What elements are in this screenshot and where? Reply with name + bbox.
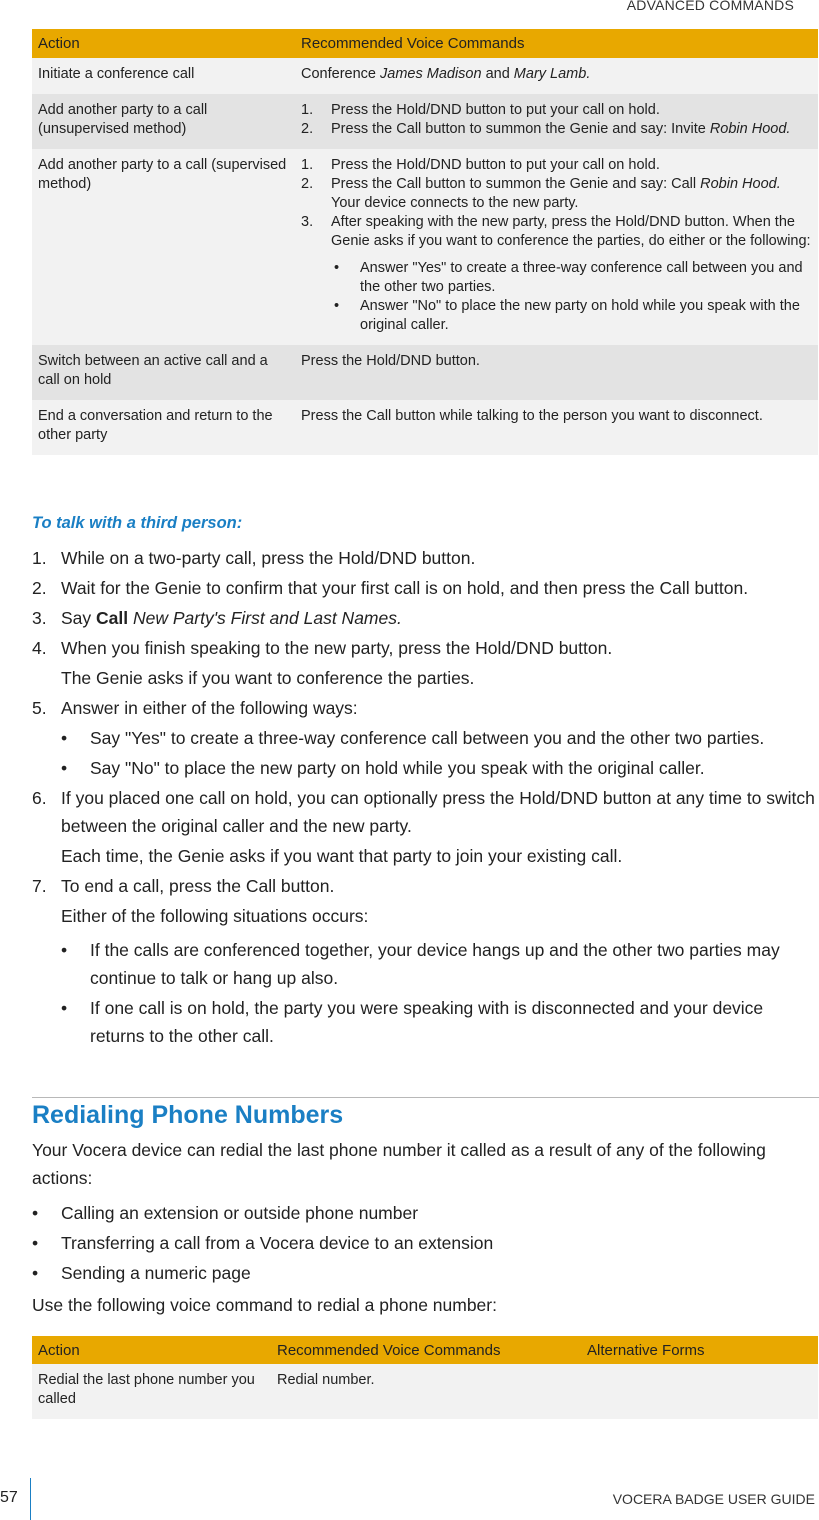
list-item: 3. After speaking with the new party, press the Hold/DND button. When the Genie asks if you want to conference the parties, do either or the following: (301, 214, 811, 249)
command-cell: Press the Call button while talking to the person you want to disconnect. (301, 408, 763, 424)
list-item: • Answer "No" to place the new party on hold while you speak with the original caller. (301, 297, 812, 335)
table-row (32, 58, 818, 94)
step-5: 5. Answer in either of the following ways: (32, 698, 358, 718)
instruction-text: Use the following voice command to redial a phone number: (32, 1295, 497, 1315)
section-divider (32, 1097, 819, 1098)
table-header-row (32, 29, 818, 58)
command-cell: Press the Hold/DND button. (301, 353, 480, 369)
column-header: Alternative Forms (581, 1336, 818, 1364)
step-7: 7. To end a call, press the Call button. (32, 876, 335, 896)
footer-title: VOCERA BADGE USER GUIDE (612, 1491, 815, 1507)
table-row (32, 345, 818, 400)
column-header: Action (32, 29, 295, 58)
page-number: 57 (0, 1489, 18, 1506)
step-2: 2. Wait for the Genie to confirm that your first call is on hold, and then press the Call button. (32, 578, 749, 598)
voice-commands-table (32, 29, 818, 455)
list-item: 2. Press the Call button to summon the Genie and say: Call Robin Hood. Your device connects to the new party. (301, 176, 781, 211)
command-cell (295, 94, 818, 149)
list-item: • Answer "Yes" to create a three-way conference call between you and the other two parties. (301, 259, 812, 297)
command-cell (295, 149, 818, 345)
column-header: Recommended Voice Commands (295, 29, 818, 58)
step-3: 3. Say Call New Party's First and Last Names. (32, 608, 402, 628)
step-1: 1. While on a two-party call, press the Hold/DND button. (32, 548, 476, 568)
step-6: 6. If you placed one call on hold, you can optionally press the Hold/DND button at any time to switch between the original caller and the new party. (32, 788, 815, 836)
list-item: • Say "Yes" to create a three-way conference call between you and the other two parties. (32, 724, 818, 752)
command-cell: Conference James Madison and Mary Lamb. (301, 66, 591, 82)
redial-commands-table (32, 1336, 818, 1419)
table-row (32, 400, 818, 455)
table-row (32, 1364, 818, 1419)
action-cell: Add another party to a call (unsupervised method) (38, 102, 208, 137)
bullet-list (32, 1198, 818, 1288)
list-item: • Transferring a call from a Vocera device to an extension (32, 1228, 818, 1258)
list-item: 2. Press the Call button to summon the Genie and say: Invite Robin Hood. (301, 121, 791, 137)
list-item: 1. Press the Hold/DND button to put your call on hold. (301, 157, 660, 173)
action-cell: Add another party to a call (supervised method) (38, 157, 287, 192)
alternative-cell (581, 1364, 818, 1419)
footer-divider (30, 1478, 31, 1520)
command-cell: Redial number. (271, 1364, 581, 1419)
list-item: • Calling an extension or outside phone number (32, 1198, 818, 1228)
action-cell: Switch between an active call and a call on hold (38, 353, 268, 388)
table-row (32, 94, 818, 149)
table-header-row (32, 1336, 818, 1364)
column-header: Recommended Voice Commands (271, 1336, 581, 1364)
action-cell: Redial the last phone number you called (32, 1364, 271, 1419)
section-title: Redialing Phone Numbers (32, 1101, 344, 1129)
step-note: Each time, the Genie asks if you want that party to join your existing call. (61, 846, 623, 866)
section-intro: Your Vocera device can redial the last phone number it called as a result of any of the following actions: (32, 1140, 766, 1188)
list-item: • Sending a numeric page (32, 1258, 818, 1288)
procedure-steps (32, 544, 818, 1050)
step-note: Either of the following situations occurs: (61, 906, 369, 926)
list-item: • If one call is on hold, the party you were speaking with is disconnected and your device returns to the other call. (32, 994, 818, 1050)
action-cell: End a conversation and return to the other party (38, 408, 273, 443)
procedure-heading: To talk with a third person: (32, 514, 243, 532)
step-note: The Genie asks if you want to conference the parties. (61, 668, 475, 688)
action-cell: Initiate a conference call (38, 66, 195, 82)
list-item: • If the calls are conferenced together, your device hangs up and the other two parties may continue to talk or hang up also. (32, 936, 818, 992)
list-item: 1. Press the Hold/DND button to put your call on hold. (301, 102, 660, 118)
step-4: 4. When you finish speaking to the new party, press the Hold/DND button. (32, 638, 613, 658)
list-item: • Say "No" to place the new party on hold while you speak with the original caller. (32, 754, 818, 782)
running-header: ADVANCED COMMANDS (626, 0, 794, 13)
column-header: Action (32, 1336, 271, 1364)
table-row (32, 149, 818, 345)
